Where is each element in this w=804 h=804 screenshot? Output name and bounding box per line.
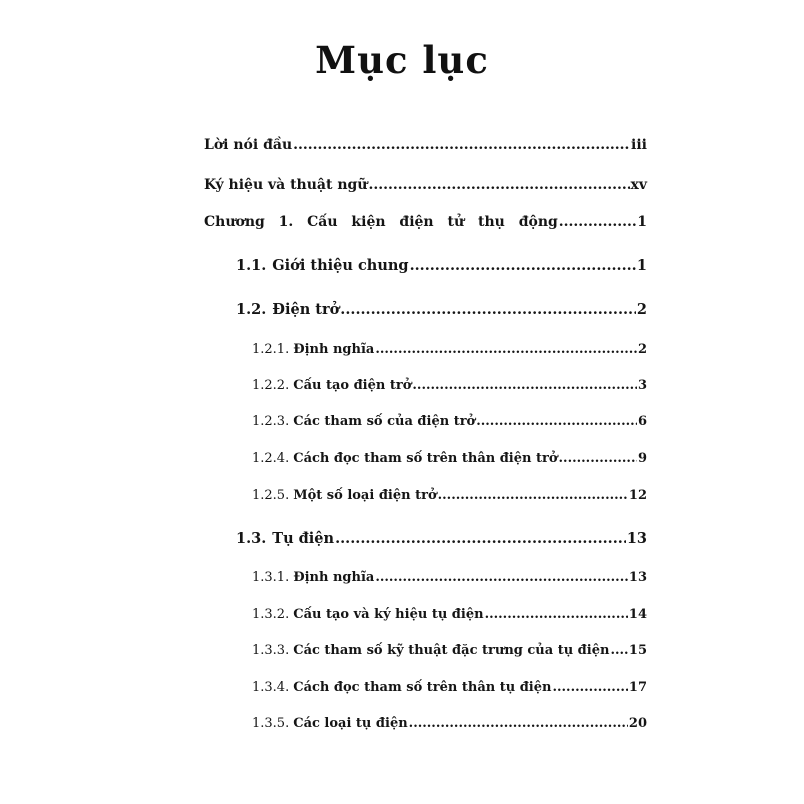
toc-entry-number: 1.2.3. [252, 414, 290, 429]
dot-leader [412, 378, 637, 393]
toc-entry-page: 3 [637, 378, 647, 393]
toc-entry-page: 12 [628, 488, 647, 503]
toc-entry-label: Tụ điện [272, 530, 335, 547]
toc-entry-number: 1.3.4. [252, 680, 290, 695]
dot-leader [610, 643, 627, 658]
toc-entry [252, 680, 647, 695]
toc-entry-label: Cấu tạo điện trở [293, 378, 412, 393]
toc-entry-page: 13 [626, 530, 647, 547]
toc-entry-label: Các tham số của điện trở [293, 414, 476, 429]
toc-entry-number: 1.2.5. [252, 488, 290, 503]
dot-leader [368, 177, 629, 193]
toc-entry-label: Các loại tụ điện [293, 716, 408, 731]
toc-entry-label: Điện trở [272, 301, 340, 318]
toc-entry-page: 2 [637, 342, 647, 357]
dot-leader [293, 137, 630, 153]
toc-entry-page: iii [631, 137, 647, 153]
toc-entry-label: Định nghĩa [293, 570, 375, 585]
dot-leader [559, 451, 637, 466]
toc-entry-number: 1.3.1. [252, 570, 290, 585]
toc-entry-page: 17 [628, 680, 647, 695]
toc-entry [252, 607, 647, 622]
toc-entry-number: 1.3.5. [252, 716, 290, 731]
toc-entry-page: 1 [637, 214, 647, 230]
toc-entry-label: Cách đọc tham số trên thân điện trở [293, 451, 558, 466]
toc-entry-page: 13 [628, 570, 647, 585]
dot-leader [476, 414, 637, 429]
dot-leader [438, 488, 628, 503]
toc-entry-page: 6 [637, 414, 647, 429]
toc-entry-page: 9 [637, 451, 647, 466]
toc-entry-page: xv [630, 177, 647, 193]
toc-entry-number: 1.2. [236, 301, 267, 318]
toc-entry-label: Lời nói đầu [204, 137, 293, 153]
dot-leader [559, 214, 636, 230]
toc-entry-number: 1.2.2. [252, 378, 290, 393]
toc-entry-label: Ký hiệu và thuật ngữ [204, 177, 368, 193]
toc-entry [204, 137, 647, 153]
dot-leader [485, 607, 628, 622]
dot-leader [340, 301, 636, 318]
toc-entry-number: 1.2.4. [252, 451, 290, 466]
toc-entry [204, 214, 647, 230]
dot-leader [409, 716, 628, 731]
page-title: Mục lục [315, 38, 489, 82]
dot-leader [552, 680, 627, 695]
toc-entry [252, 643, 647, 658]
toc-entry-label: Cách đọc tham số trên thân tụ điện [293, 680, 552, 695]
dot-leader [335, 530, 626, 547]
dot-leader [410, 257, 636, 274]
toc-entry [236, 530, 647, 547]
toc-entry [252, 342, 647, 357]
toc-entry-page: 15 [628, 643, 647, 658]
toc-entry [252, 570, 647, 585]
toc-entry-page: 14 [628, 607, 647, 622]
toc-entry-page: 1 [636, 257, 647, 274]
toc-entry-number: 1.3.2. [252, 607, 290, 622]
toc-entry-label: Một số loại điện trở [293, 488, 437, 503]
toc-entry [236, 301, 647, 318]
toc-entry-label: Cấu tạo và ký hiệu tụ điện [293, 607, 484, 622]
toc-entry [252, 378, 647, 393]
toc-entry-number: 1.2.1. [252, 342, 290, 357]
toc-entry [252, 716, 647, 731]
toc-entry-label: Định nghĩa [293, 342, 375, 357]
toc-entry-label: Giới thiệu chung [272, 257, 409, 274]
toc-entry-page: 2 [636, 301, 647, 318]
toc-entry [236, 257, 647, 274]
toc-entry [204, 177, 647, 193]
toc-entry [252, 414, 647, 429]
toc-entry-label: Các tham số kỹ thuật đặc trưng của tụ điện [293, 643, 610, 658]
toc-entry-number: 1.3.3. [252, 643, 290, 658]
toc-entry [252, 488, 647, 503]
toc-entry-page: 20 [628, 716, 647, 731]
dot-leader [375, 342, 637, 357]
dot-leader [375, 570, 628, 585]
toc-entry-label: Chương 1. Cấu kiện điện tử thụ động [204, 214, 558, 230]
toc-entry [252, 451, 647, 466]
toc-entry-number: 1.3. [236, 530, 267, 547]
toc-entry-number: 1.1. [236, 257, 267, 274]
